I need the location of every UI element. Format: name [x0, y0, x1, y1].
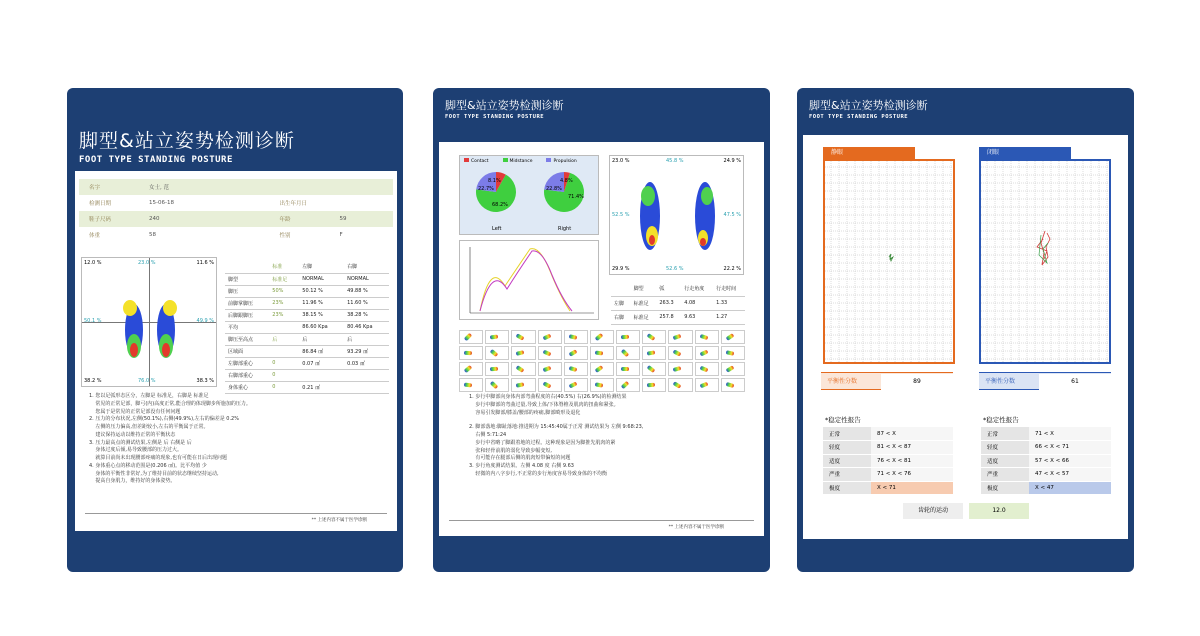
table-row — [225, 345, 389, 357]
table-cell: 右脚 — [344, 261, 389, 273]
eyes-open-stability-table — [823, 427, 953, 495]
eyes-closed-stability-table — [981, 427, 1111, 495]
eyes-open-sway-chart — [823, 159, 955, 364]
table-row — [225, 333, 389, 345]
table-cell: 86.84 ㎠ — [299, 345, 344, 357]
level-label: 严重 — [823, 468, 871, 482]
pct-top-left: 23.0 % — [612, 158, 630, 164]
step-thumbnail — [668, 362, 692, 376]
eyes-closed-score-row — [979, 372, 1111, 390]
level-label: 适度 — [823, 454, 871, 468]
gait-notes — [469, 394, 754, 479]
stability-row — [981, 454, 1111, 468]
step-thumbnail — [695, 362, 719, 376]
pie-right-label: Right — [558, 226, 572, 232]
step-thumbnail — [695, 346, 719, 360]
pct-bottom-mid: 76.0 % — [138, 378, 156, 384]
table-cell: 0.07 ㎠ — [299, 357, 344, 369]
sex-value: F — [339, 232, 343, 238]
table-cell: 11.60 % — [344, 297, 389, 309]
step-thumbnail — [668, 378, 692, 392]
level-range: X < 71 — [871, 481, 953, 495]
step-thumbnail — [590, 362, 614, 376]
disclaimer: ** 上述内容不属于医学诊断 — [668, 525, 724, 530]
table-cell: 脚压 — [225, 285, 269, 297]
motion-row — [903, 503, 1033, 519]
step-thumbnail — [642, 330, 666, 344]
note-line: 容易引发脚部/膝盖/腰部的疼痛,脚部畸形及退化 — [469, 409, 581, 416]
level-range: 81 < X < 87 — [871, 441, 953, 455]
table-cell: 86.60 Kpa — [299, 321, 344, 333]
table-cell: 257.8 — [656, 310, 681, 324]
table-cell — [344, 381, 389, 393]
note-line: 就算目前尚未出现腰部疼痛的现象,也有可能在日后出现问题 — [89, 455, 227, 461]
table-cell: NORMAL — [299, 273, 344, 285]
step-thumbnail — [538, 330, 562, 344]
step-thumbnail — [590, 330, 614, 344]
stability-row — [823, 468, 953, 482]
note-line: 2. 脚部落地:脚趾落地:推进期为 15:45:40属于正常 测试结果为 左侧 9:68:23, — [469, 424, 644, 431]
level-label: 轻度 — [981, 441, 1029, 455]
eyes-open-grid — [825, 161, 953, 362]
note-line: 提高自身肌力，维持好的身体姿势。 — [89, 478, 176, 485]
table-cell: 38.28 % — [344, 309, 389, 321]
table-row — [225, 285, 389, 297]
date-value: 15-06-18 — [149, 200, 174, 206]
step-thumbnail — [459, 378, 483, 392]
table-row — [611, 296, 745, 310]
age-value: 59 — [330, 211, 393, 227]
table-row — [225, 297, 389, 309]
step-thumbnail — [668, 330, 692, 344]
note-line: 建议保持运动以维持正常的平衡状态 — [89, 431, 176, 438]
table-cell: 0.21 ㎠ — [299, 381, 344, 393]
weight-value: 58 — [149, 232, 156, 238]
pie-right-midstance-pct: 71.4% — [568, 194, 584, 200]
name-label: 名字 — [79, 179, 139, 195]
table-cell: 身体重心 — [225, 381, 269, 393]
report-panel-foot-type — [67, 88, 403, 572]
table-cell: 脚型 — [225, 273, 269, 285]
step-thumbnail — [538, 346, 562, 360]
step-thumbnail — [695, 330, 719, 344]
pie-right — [542, 170, 586, 214]
level-range: 66 < X < 71 — [1029, 441, 1111, 455]
shoe-label: 鞋子尺码 — [79, 211, 139, 227]
eyes-closed-sway-chart — [979, 159, 1111, 364]
pct-top-right: 11.6 % — [196, 260, 214, 266]
legend-contact: Contact — [464, 158, 489, 164]
table-cell: 23% — [269, 297, 299, 309]
step-thumbnail — [642, 378, 666, 392]
step-thumbnail — [459, 346, 483, 360]
title-cn: 脚型&站立姿势检测诊断 — [445, 99, 564, 112]
stability-row — [823, 441, 953, 455]
left-report-title: *稳定性报告 — [825, 416, 861, 424]
table-row — [611, 310, 745, 324]
step-thumbnail — [564, 378, 588, 392]
motion-label: 齿轮的运动 — [903, 503, 963, 519]
stability-row — [823, 481, 953, 495]
step-thumbnail — [668, 346, 692, 360]
step-thumbnail — [459, 362, 483, 376]
level-label: 严重 — [981, 468, 1029, 482]
right-report-title: *稳定性报告 — [983, 416, 1019, 424]
table-cell: 4.08 — [681, 296, 713, 310]
table-cell: 0 — [269, 357, 299, 369]
level-range: 71 < X < 76 — [871, 468, 953, 482]
report-sheet — [439, 142, 764, 536]
note-line: 您属于是常见的正常足部没有任何问题 — [89, 408, 181, 415]
table-cell — [269, 321, 299, 333]
title-en: FOOT TYPE STANDING POSTURE — [79, 155, 233, 165]
table-cell: 左脚 — [299, 261, 344, 273]
level-range: 47 < X < 57 — [1029, 468, 1111, 482]
eyes-open-score-row — [821, 372, 953, 390]
panel-title — [809, 97, 928, 120]
note-line: 常见的正常足部，脚弓(内)高度正常,能合理的体现脚步所施加的压力。 — [89, 400, 251, 407]
footer-divider — [449, 520, 754, 521]
title-en: FOOT TYPE STANDING POSTURE — [809, 114, 909, 120]
table-cell: 标准 — [269, 261, 299, 273]
table-cell — [611, 282, 631, 296]
step-thumbnail — [538, 378, 562, 392]
level-range: 87 < X — [871, 427, 953, 441]
table-cell — [225, 261, 269, 273]
pct-mid-left: 50.1 % — [84, 318, 102, 324]
step-thumbnail — [616, 330, 640, 344]
table-row — [611, 282, 745, 296]
note-line: 4. 身体重心点的移动范围是(0.206 ㎠)。比平均值 少 — [89, 462, 207, 469]
table-cell: 50.12 % — [299, 285, 344, 297]
table-cell: 右脚 — [611, 310, 631, 324]
pie-right-contact-pct: 4.8% — [560, 178, 573, 184]
table-cell: 标准足 — [631, 296, 657, 310]
step-thumbnail — [590, 378, 614, 392]
level-range: 71 < X — [1029, 427, 1111, 441]
table-cell: 标准足 — [269, 273, 299, 285]
stability-row — [823, 427, 953, 441]
table-cell: 49.88 % — [344, 285, 389, 297]
report-panel-balance — [797, 88, 1134, 572]
pie-right-propulsion-pct: 22.8% — [546, 186, 562, 192]
table-cell: 脚压至高点 — [225, 333, 269, 345]
note-line: 1. 您以足弧形态区分，左脚是 标准足，右脚是 标准足 — [89, 393, 209, 399]
table-cell: 0 — [269, 381, 299, 393]
pressure-curve — [460, 241, 600, 321]
step-thumbnail — [538, 362, 562, 376]
table-cell: 93.29 ㎠ — [344, 345, 389, 357]
note-line: 身体过度后倾,易导致腰部的压力过大。 — [89, 447, 182, 454]
table-cell: 9.63 — [681, 310, 713, 324]
score-label: 平衡性分数 — [827, 378, 858, 385]
table-cell: 后 — [299, 333, 344, 345]
name-value: 女士, 范 — [139, 179, 270, 195]
step-thumbnail — [642, 362, 666, 376]
step-thumbnail — [511, 378, 535, 392]
table-cell: 前脚掌脚压 — [225, 297, 269, 309]
table-row — [225, 321, 389, 333]
table-row — [225, 357, 389, 369]
step-thumbnail — [590, 346, 614, 360]
level-label: 轻度 — [823, 441, 871, 455]
step-thumbnail — [511, 346, 535, 360]
table-cell: 后脚跟脚压 — [225, 309, 269, 321]
pct-top-right: 24.9 % — [723, 158, 741, 164]
table-cell: 0.03 ㎠ — [344, 357, 389, 369]
table-cell: 263.3 — [656, 296, 681, 310]
score-value: 61 — [1039, 374, 1111, 390]
step-thumbnail — [616, 362, 640, 376]
level-label: 极度 — [823, 481, 871, 495]
pie-legend — [464, 158, 577, 164]
pct-bottom-right: 38.3 % — [196, 378, 214, 384]
table-cell: 脚型 — [631, 282, 657, 296]
level-label: 适度 — [981, 454, 1029, 468]
score-label: 平衡性分数 — [985, 378, 1016, 385]
level-label: 正常 — [823, 427, 871, 441]
step-thumbnail — [564, 330, 588, 344]
diagnosis-notes — [89, 393, 389, 486]
step-thumbnail — [485, 362, 509, 376]
table-cell — [299, 369, 344, 381]
step-thumbnail — [721, 346, 745, 360]
foot-pressure-table — [225, 261, 389, 394]
pressure-curve-chart — [459, 240, 599, 320]
score-value: 89 — [881, 374, 953, 390]
table-row — [225, 309, 389, 321]
legend-midstance: Midstance — [503, 158, 533, 164]
stability-row — [981, 481, 1111, 495]
stability-row — [981, 441, 1111, 455]
shoe-value: 240 — [139, 211, 270, 227]
step-thumbnail — [721, 362, 745, 376]
table-cell: 后 — [344, 333, 389, 345]
foot-pressure-map — [81, 257, 217, 387]
title-cn: 脚型&站立姿势检测诊断 — [809, 99, 928, 112]
table-cell: 行走角度 — [681, 282, 713, 296]
table-row — [225, 369, 389, 381]
gait-foot-map — [609, 155, 744, 275]
table-cell: 右脚部重心 — [225, 369, 269, 381]
note-line: 2. 压力的分布状况,左侧(50.1%),右侧(49.9%),左右的偏差是 0.2% — [89, 416, 239, 423]
level-label: 正常 — [981, 427, 1029, 441]
table-cell: 80.46 Kpa — [344, 321, 389, 333]
step-thumbnail — [459, 330, 483, 344]
note-line: 3. 步行角度测试结果。左侧 4.08 度 右侧 9.63 — [469, 463, 574, 469]
sex-label: 性别 — [279, 233, 291, 239]
step-thumbnail — [485, 346, 509, 360]
footer-divider — [85, 513, 387, 514]
eyes-open-header: 静眼 — [823, 147, 915, 159]
pie-left-midstance-pct: 68.2% — [492, 202, 508, 208]
table-cell: 弧 — [656, 282, 681, 296]
panel-title — [79, 126, 295, 165]
table-cell: 标准足 — [631, 310, 657, 324]
note-line: 1. 步行中脚部向身体内部弯曲程度的右(40.5%) 右(26.9%)的检测结果 — [469, 394, 627, 400]
step-thumbnail — [564, 362, 588, 376]
stability-row — [981, 427, 1111, 441]
stability-row — [823, 454, 953, 468]
table-cell: 1.33 — [713, 296, 745, 310]
step-thumbnail — [485, 330, 509, 344]
pct-bottom-left: 29.9 % — [612, 266, 630, 272]
step-thumbnail — [564, 346, 588, 360]
note-line: 右侧 5:71:24 — [469, 432, 507, 438]
table-cell: 50% — [269, 285, 299, 297]
table-cell: 区域面 — [225, 345, 269, 357]
step-thumbnail — [485, 378, 509, 392]
step-thumbnail — [721, 378, 745, 392]
table-cell: 0 — [269, 369, 299, 381]
table-cell: NORMAL — [344, 273, 389, 285]
level-range: X < 47 — [1029, 481, 1111, 495]
note-line: 有可能存在腿部后侧的肌肉短带偏短的问题 — [469, 455, 571, 462]
age-label: 年龄 — [270, 211, 330, 227]
pct-mid-left: 52.5 % — [612, 212, 630, 218]
table-cell: 平均 — [225, 321, 269, 333]
pct-mid-right: 49.9 % — [196, 318, 214, 324]
pct-top-mid: 45.8 % — [666, 158, 684, 164]
table-cell: 23% — [269, 309, 299, 321]
gait-phase-pie-box — [459, 155, 599, 235]
note-line: 步行中脚部的弯曲过量,导致上体/下体脊椎及肌肉的扭曲和紧张。 — [469, 401, 619, 408]
table-cell: 后 — [269, 333, 299, 345]
note-line: 3. 压力最高点的测试结果,左侧是 后 右侧是 后 — [89, 439, 192, 446]
stability-row — [981, 468, 1111, 482]
step-sequence-grid — [459, 330, 745, 392]
step-thumbnail — [511, 330, 535, 344]
note-line: 左侧的压力偏高,但差距较小,左右的平衡属于正常。 — [89, 424, 209, 430]
motion-value: 12.0 — [969, 503, 1029, 519]
pct-bottom-left: 38.2 % — [84, 378, 102, 384]
gait-table — [611, 282, 745, 325]
level-range: 57 < X < 66 — [1029, 454, 1111, 468]
table-row — [225, 273, 389, 285]
table-cell: 38.15 % — [299, 309, 344, 321]
eyes-closed-header: 闭眼 — [979, 147, 1071, 159]
table-row — [225, 381, 389, 393]
level-label: 极度 — [981, 481, 1029, 495]
table-row — [225, 261, 389, 273]
title-en: FOOT TYPE STANDING POSTURE — [445, 114, 545, 120]
disclaimer: ** 上述内容不属于医学诊断 — [311, 518, 367, 523]
pct-mid-right: 47.5 % — [723, 212, 741, 218]
table-cell — [269, 345, 299, 357]
table-cell: 11.96 % — [299, 297, 344, 309]
table-cell: 左脚 — [611, 296, 631, 310]
table-cell: 1.27 — [713, 310, 745, 324]
table-cell: 行走时间 — [713, 282, 745, 296]
title-cn: 脚型&站立姿势检测诊断 — [79, 130, 295, 152]
date-label: 检测日期 — [89, 201, 112, 207]
eyes-closed-grid — [981, 161, 1109, 362]
pie-left-contact-pct: 8.1% — [488, 178, 501, 184]
pct-bottom-right: 22.2 % — [723, 266, 741, 272]
note-line: 步行中省略了脚跟着地的过程。这种现象是因为脚推先肌肉的紧 — [469, 439, 616, 446]
step-thumbnail — [642, 346, 666, 360]
pie-left-propulsion-pct: 22.7% — [478, 186, 494, 192]
table-cell: 左脚部重心 — [225, 357, 269, 369]
birth-label: 出生年月日 — [279, 201, 308, 207]
pie-left-label: Left — [492, 226, 502, 232]
report-sheet — [803, 135, 1128, 539]
table-cell — [344, 369, 389, 381]
level-range: 76 < X < 81 — [871, 454, 953, 468]
step-thumbnail — [616, 346, 640, 360]
pct-top-mid: 23.0 % — [138, 260, 156, 266]
step-thumbnail — [721, 330, 745, 344]
step-thumbnail — [695, 378, 719, 392]
step-thumbnail — [616, 378, 640, 392]
note-line: 身体的平衡性非常好,为了维持目前的状态继续坚持运动, — [89, 470, 219, 477]
note-line: 轻微的内八字步行,不正常的步行角度容易导致身体的不均衡 — [469, 470, 607, 477]
panel-title — [445, 97, 564, 120]
step-thumbnail — [511, 362, 535, 376]
report-panel-gait — [433, 88, 770, 572]
pct-bottom-mid: 52.6 % — [666, 266, 684, 272]
report-sheet — [75, 171, 397, 531]
weight-label: 体重 — [89, 233, 101, 239]
note-line: 张和轻骨前肌的弱化导致步幅变短, — [469, 447, 552, 454]
patient-info-table — [79, 179, 393, 243]
legend-propulsion: Propulsion — [546, 158, 576, 164]
pct-top-left: 12.0 % — [84, 260, 102, 266]
